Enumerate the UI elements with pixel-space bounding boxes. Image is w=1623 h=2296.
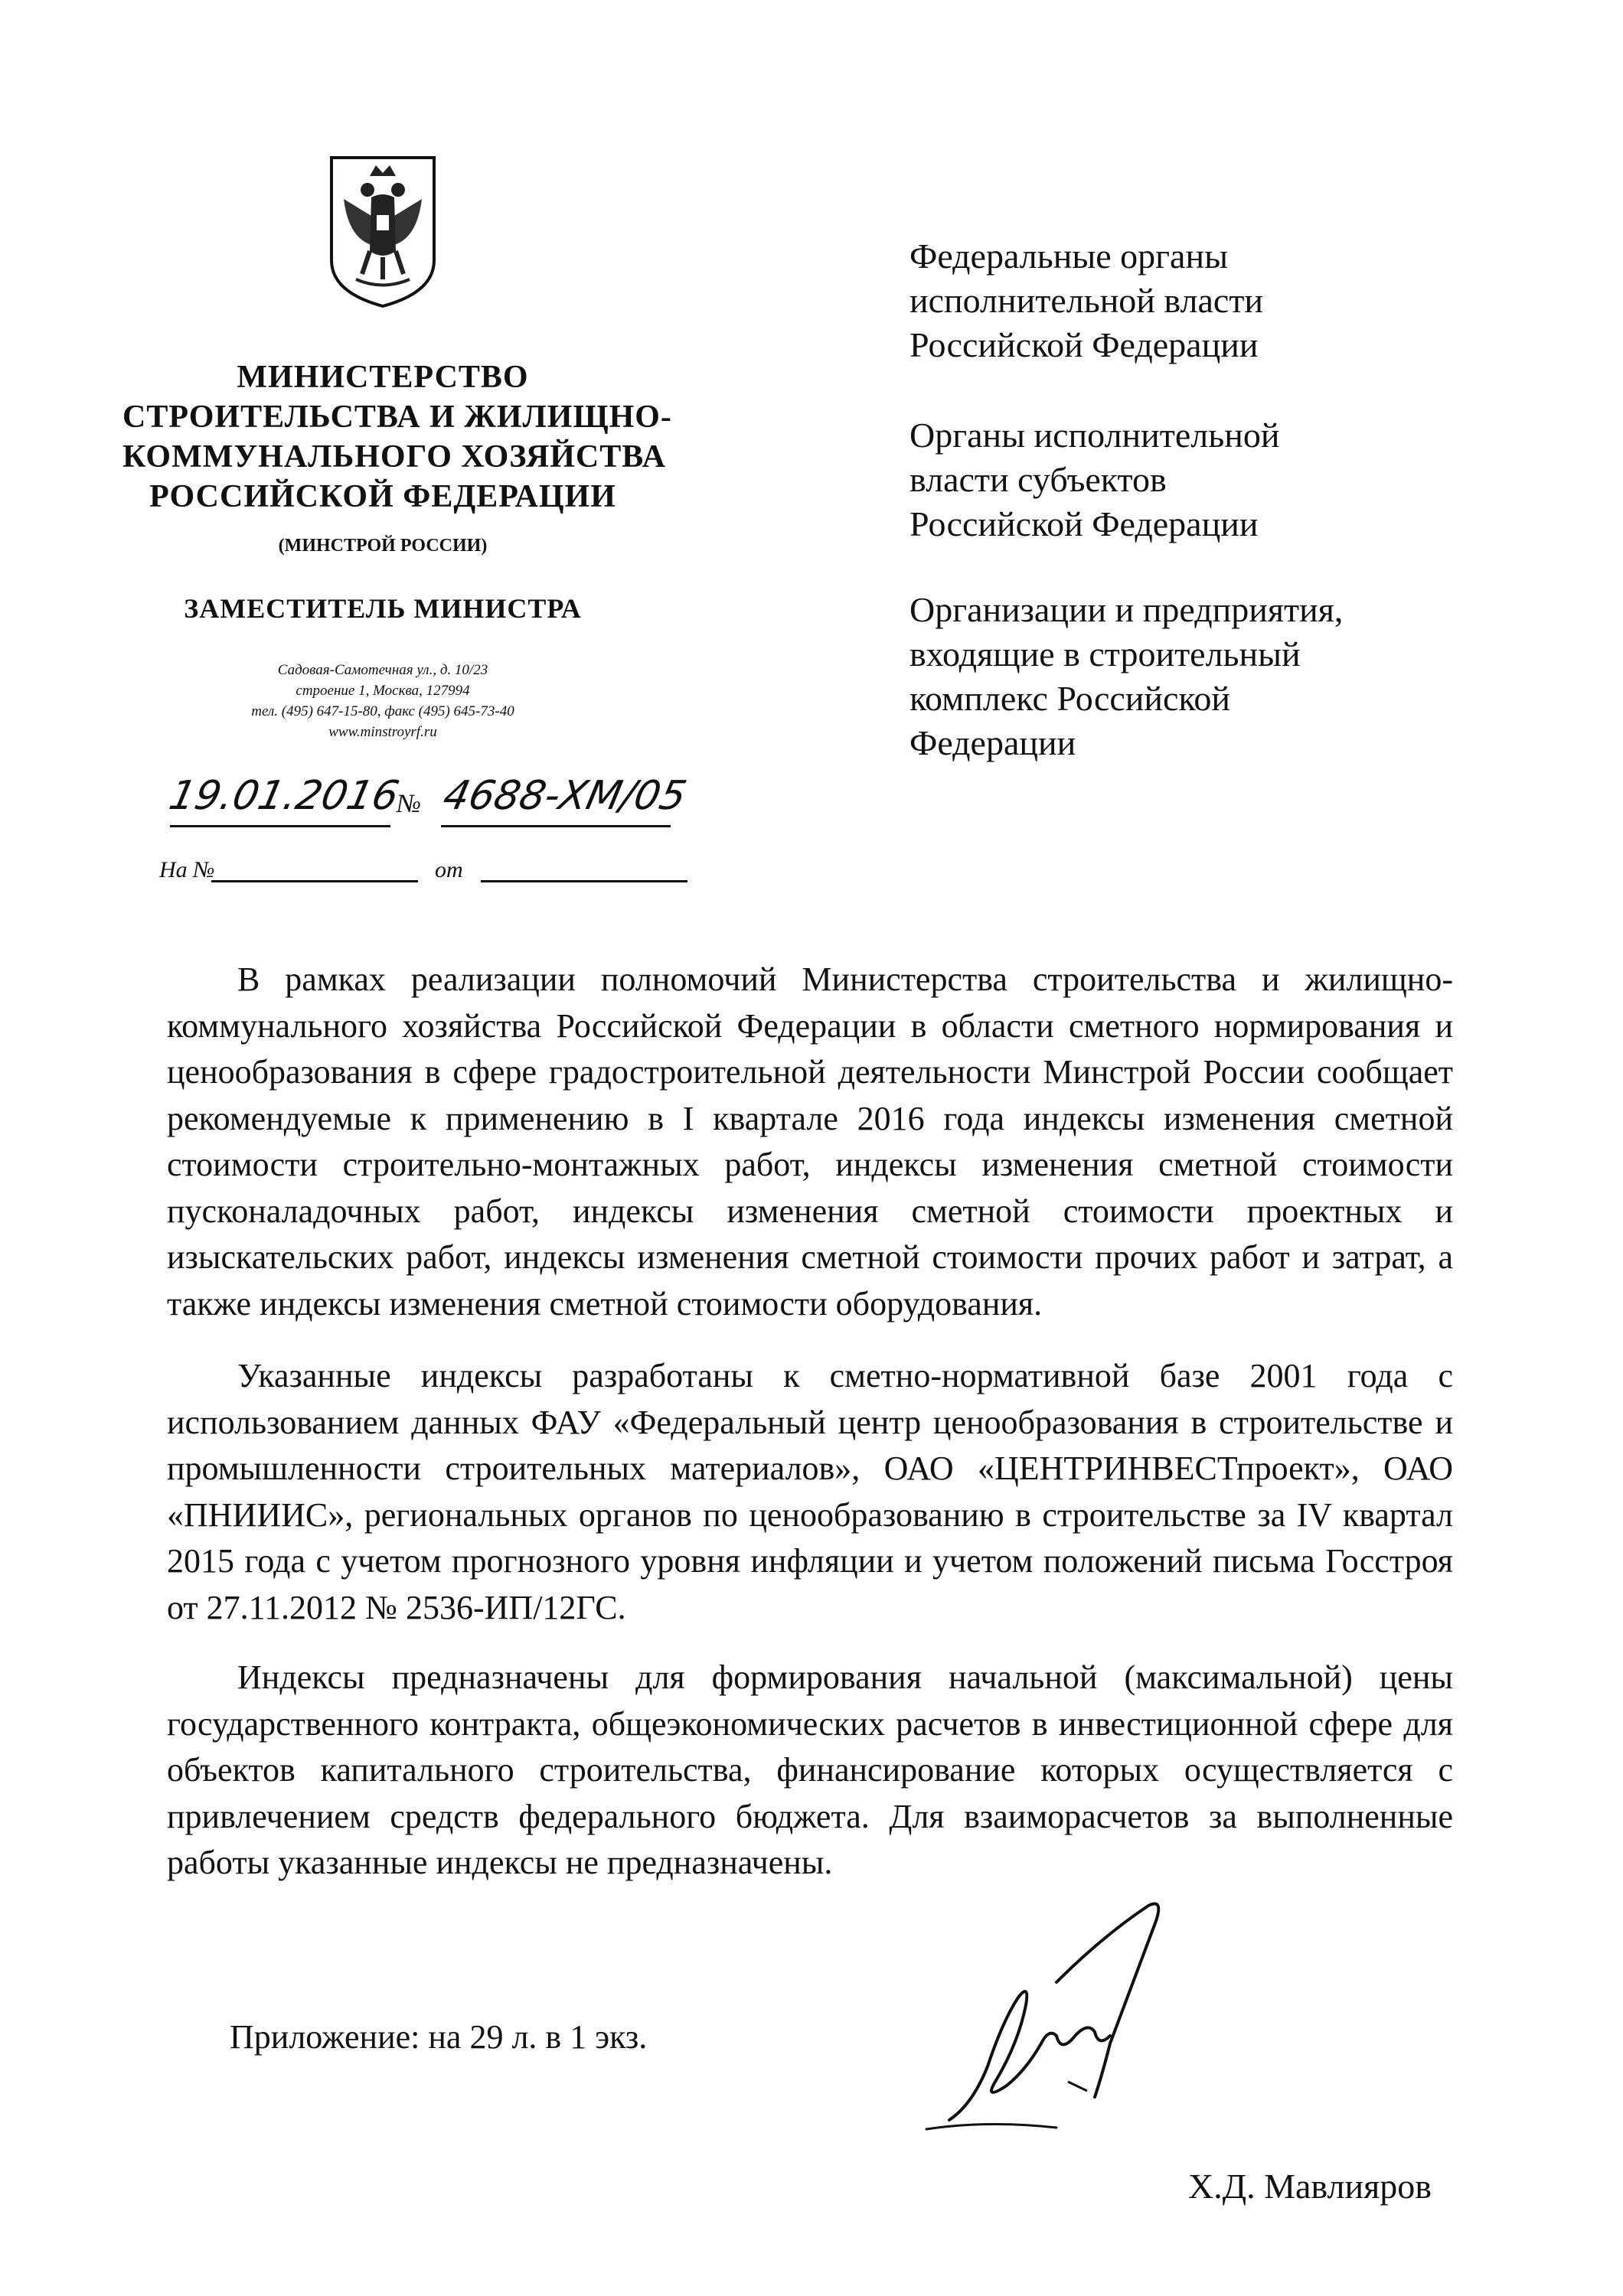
- handwritten-signature: [903, 1890, 1194, 2143]
- reply-from-date-line: [481, 880, 687, 882]
- address-line-4: www.minstroyrf.ru: [328, 724, 437, 740]
- date-underline: [170, 825, 390, 827]
- addressee-organizations: Организации и предприятия, входящие в строительный комплекс Российской Федерации: [909, 590, 1344, 762]
- attachment-note: Приложение: на 29 л. в 1 экз.: [230, 2018, 648, 2056]
- ministry-abbreviation: (МИНСТРОЙ РОССИИ): [278, 536, 488, 556]
- addressee-federal-bodies: Федеральные органы исполнительной власти Российской Федерации: [909, 236, 1264, 364]
- ministry-name-line-1: МИНИСТЕРСТВО: [237, 360, 529, 395]
- coat-of-arms-emblem: [325, 153, 440, 310]
- address-line-3: тел. (495) 647-15-80, факс (495) 645-73-40: [251, 703, 514, 719]
- signer-name: Х.Д. Мавлияров: [1188, 2167, 1432, 2206]
- address-line-2: строение 1, Москва, 127994: [296, 683, 470, 699]
- body-paragraph-3: Индексы предназначены для формирования начальной (максимальной) цены государственного контракта, общеэкономических расчетов в инвестиционной сфере для объектов капитального строительства, финансирование которых осуществляется с привлечением средств федерального бюджета. Для взаиморасчетов за выполненные работы указанные индексы не предназначены.: [167, 1658, 1453, 1881]
- address-line-1: Садовая-Самотечная ул., д. 10/23: [277, 662, 488, 678]
- ministry-name-line-3: КОММУНАЛЬНОГО ХОЗЯЙСТВА: [122, 439, 666, 475]
- signatory-position: ЗАМЕСТИТЕЛЬ МИНИСТРА: [184, 593, 582, 624]
- reply-to-number-line: [211, 880, 418, 882]
- registration-number: 4688-ХМ/05: [439, 773, 691, 819]
- body-paragraph-2: Указанные индексы разработаны к сметно-нормативной базе 2001 года с использованием данных ФАУ «Федеральный центр ценообразования в строительстве и промышленности строительных материалов», ОАО «ЦЕНТРИНВЕСТпроект», ОАО «ПНИИИС», региональных органов по ценообразованию в строительстве за IV квартал 2015 года с учетом прогнозного уровня инфляции и учетом положений письма Госстроя от 27.11.2012 № 2536-ИП/12ГС.: [167, 1357, 1453, 1626]
- ministry-name-line-2: СТРОИТЕЛЬСТВА И ЖИЛИЩНО-: [122, 400, 672, 435]
- number-sign: №: [397, 790, 422, 818]
- reply-to-label: На №: [159, 857, 215, 882]
- body-paragraph-1: В рамках реализации полномочий Министерства строительства и жилищно-коммунального хозяйства Российской Федерации в области сметного нормирования и ценообразования в сфере градостроительной деятельности Минстрой России сообщает рекомендуемые к применению в I квартале 2016 года индексы изменения сметной стоимости строительно-монтажных работ, индексы изменения сметной стоимости пусконаладочных работ, индексы изменения сметной стоимости проектных и изыскательских работ, индексы изменения сметной стоимости прочих работ и затрат, а также индексы изменения сметной стоимости оборудования.: [167, 960, 1453, 1322]
- number-underline: [441, 825, 671, 827]
- registration-date: 19.01.2016: [165, 773, 403, 819]
- ministry-name-line-4: РОССИЙСКОЙ ФЕДЕРАЦИИ: [149, 479, 616, 514]
- reply-from-label: от: [435, 857, 463, 882]
- addressee-regional-bodies: Органы исполнительной власти субъектов Российской Федерации: [909, 416, 1280, 543]
